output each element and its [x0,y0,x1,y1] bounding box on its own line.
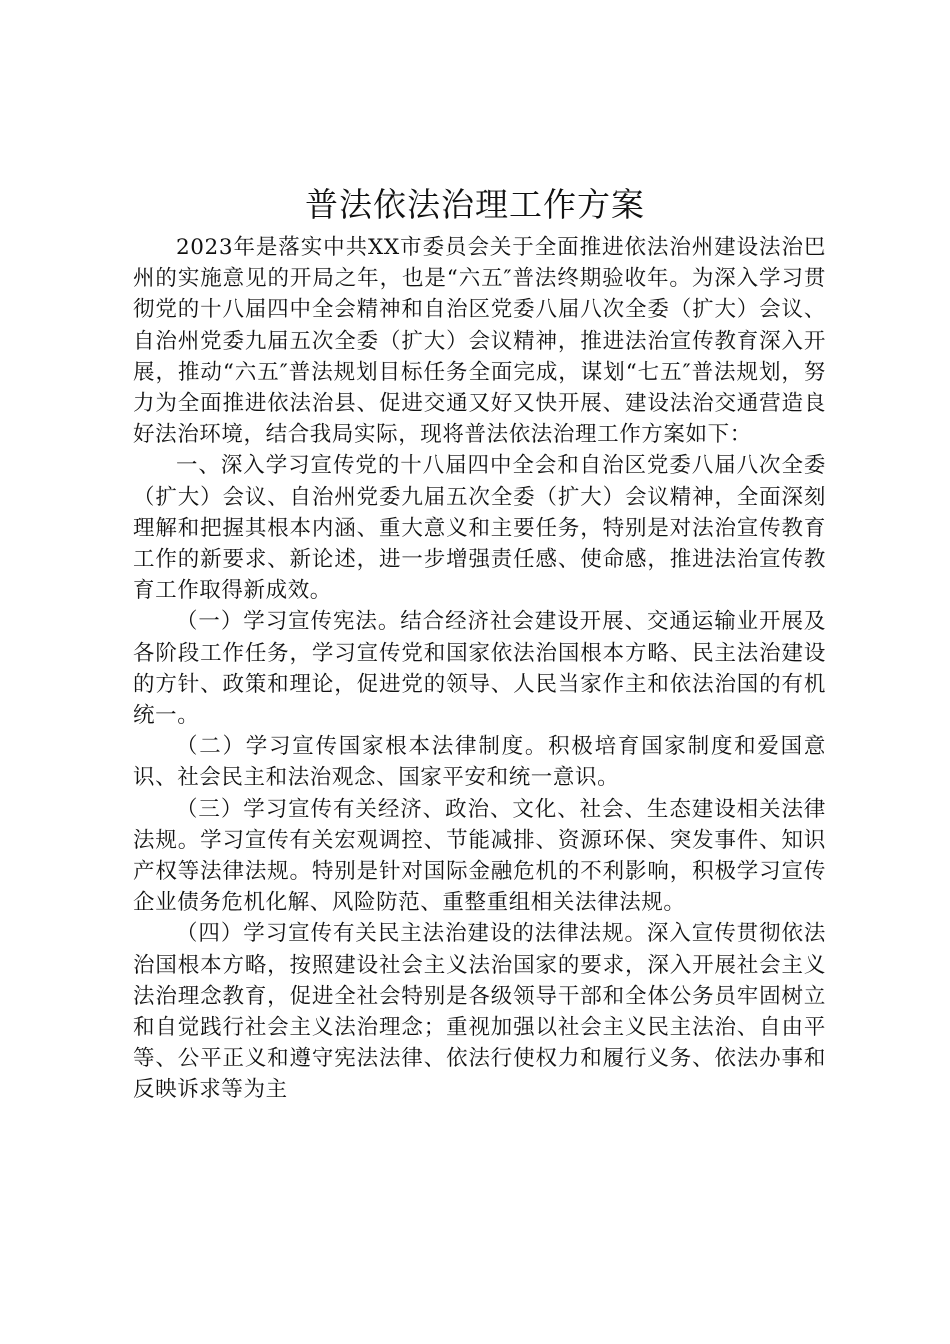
paragraph-item-2: （二）学习宣传国家根本法律制度。积极培育国家制度和爱国意识、社会民主和法治观念、国家平安和统一意识。 [133,734,826,791]
paragraph-intro: 2023年是落实中共XX市委员会关于全面推进依法治州建设法治巴州的实施意见的开局之年，也是“六五″普法终期验收年。为深入学习贯彻党的十八届四中全会精神和自治区党委八届八次全委（扩大）会议、自治州党委九届五次全委（扩大）会议精神，推进法治宣传教育深入开展，推动“六五″普法规划目标任务全面完成，谋划“七五″普法规划，努力为全面推进依法治县、促进交通又好又快开展、建设法治交通营造良好法治环境，结合我局实际，现将普法依法治理工作方案如下： [133,235,826,448]
paragraph-section-1: 一、深入学习宣传党的十八届四中全会和自治区党委八届八次全委（扩大）会议、自治州党委九届五次全委（扩大）会议精神，全面深刻理解和把握其根本内涵、重大意义和主要任务，特别是对法治宣传教育工作的新要求、新论述，进一步增强责任感、使命感，推进法治宣传教育工作取得新成效。 [133,453,826,604]
paragraph-item-4: （四）学习宣传有关民主法治建设的法律法规。深入宣传贯彻依法治国根本方略，按照建设社会主义法治国家的要求，深入开展社会主义法治理念教育，促进全社会特别是各级领导干部和全体公务员牢固树立和自觉践行社会主义法治理念；重视加强以社会主义民主法治、自由平等、公平正义和遵守宪法法律、依法行使权力和履行义务、依法办事和反映诉求等为主 [133,921,826,1103]
document-body [133,232,826,1106]
paragraph-item-3: （三）学习宣传有关经济、政治、文化、社会、生态建设相关法律法规。学习宣传有关宏观调控、节能减排、资源环保、突发事件、知识产权等法律法规。特别是针对国际金融危机的不利影响，积极学习宣传企业债务危机化解、风险防范、重整重组相关法律法规。 [133,796,826,916]
document-title: 普法依法治理工作方案 [305,185,645,224]
paragraph-item-1: （一）学习宣传宪法。结合经济社会建设开展、交通运输业开展及各阶段工作任务，学习宣传党和国家依法治国根本方略、民主法治建设的方针、政策和理论，促进党的领导、人民当家作主和依法治国的有机统一。 [133,609,826,729]
